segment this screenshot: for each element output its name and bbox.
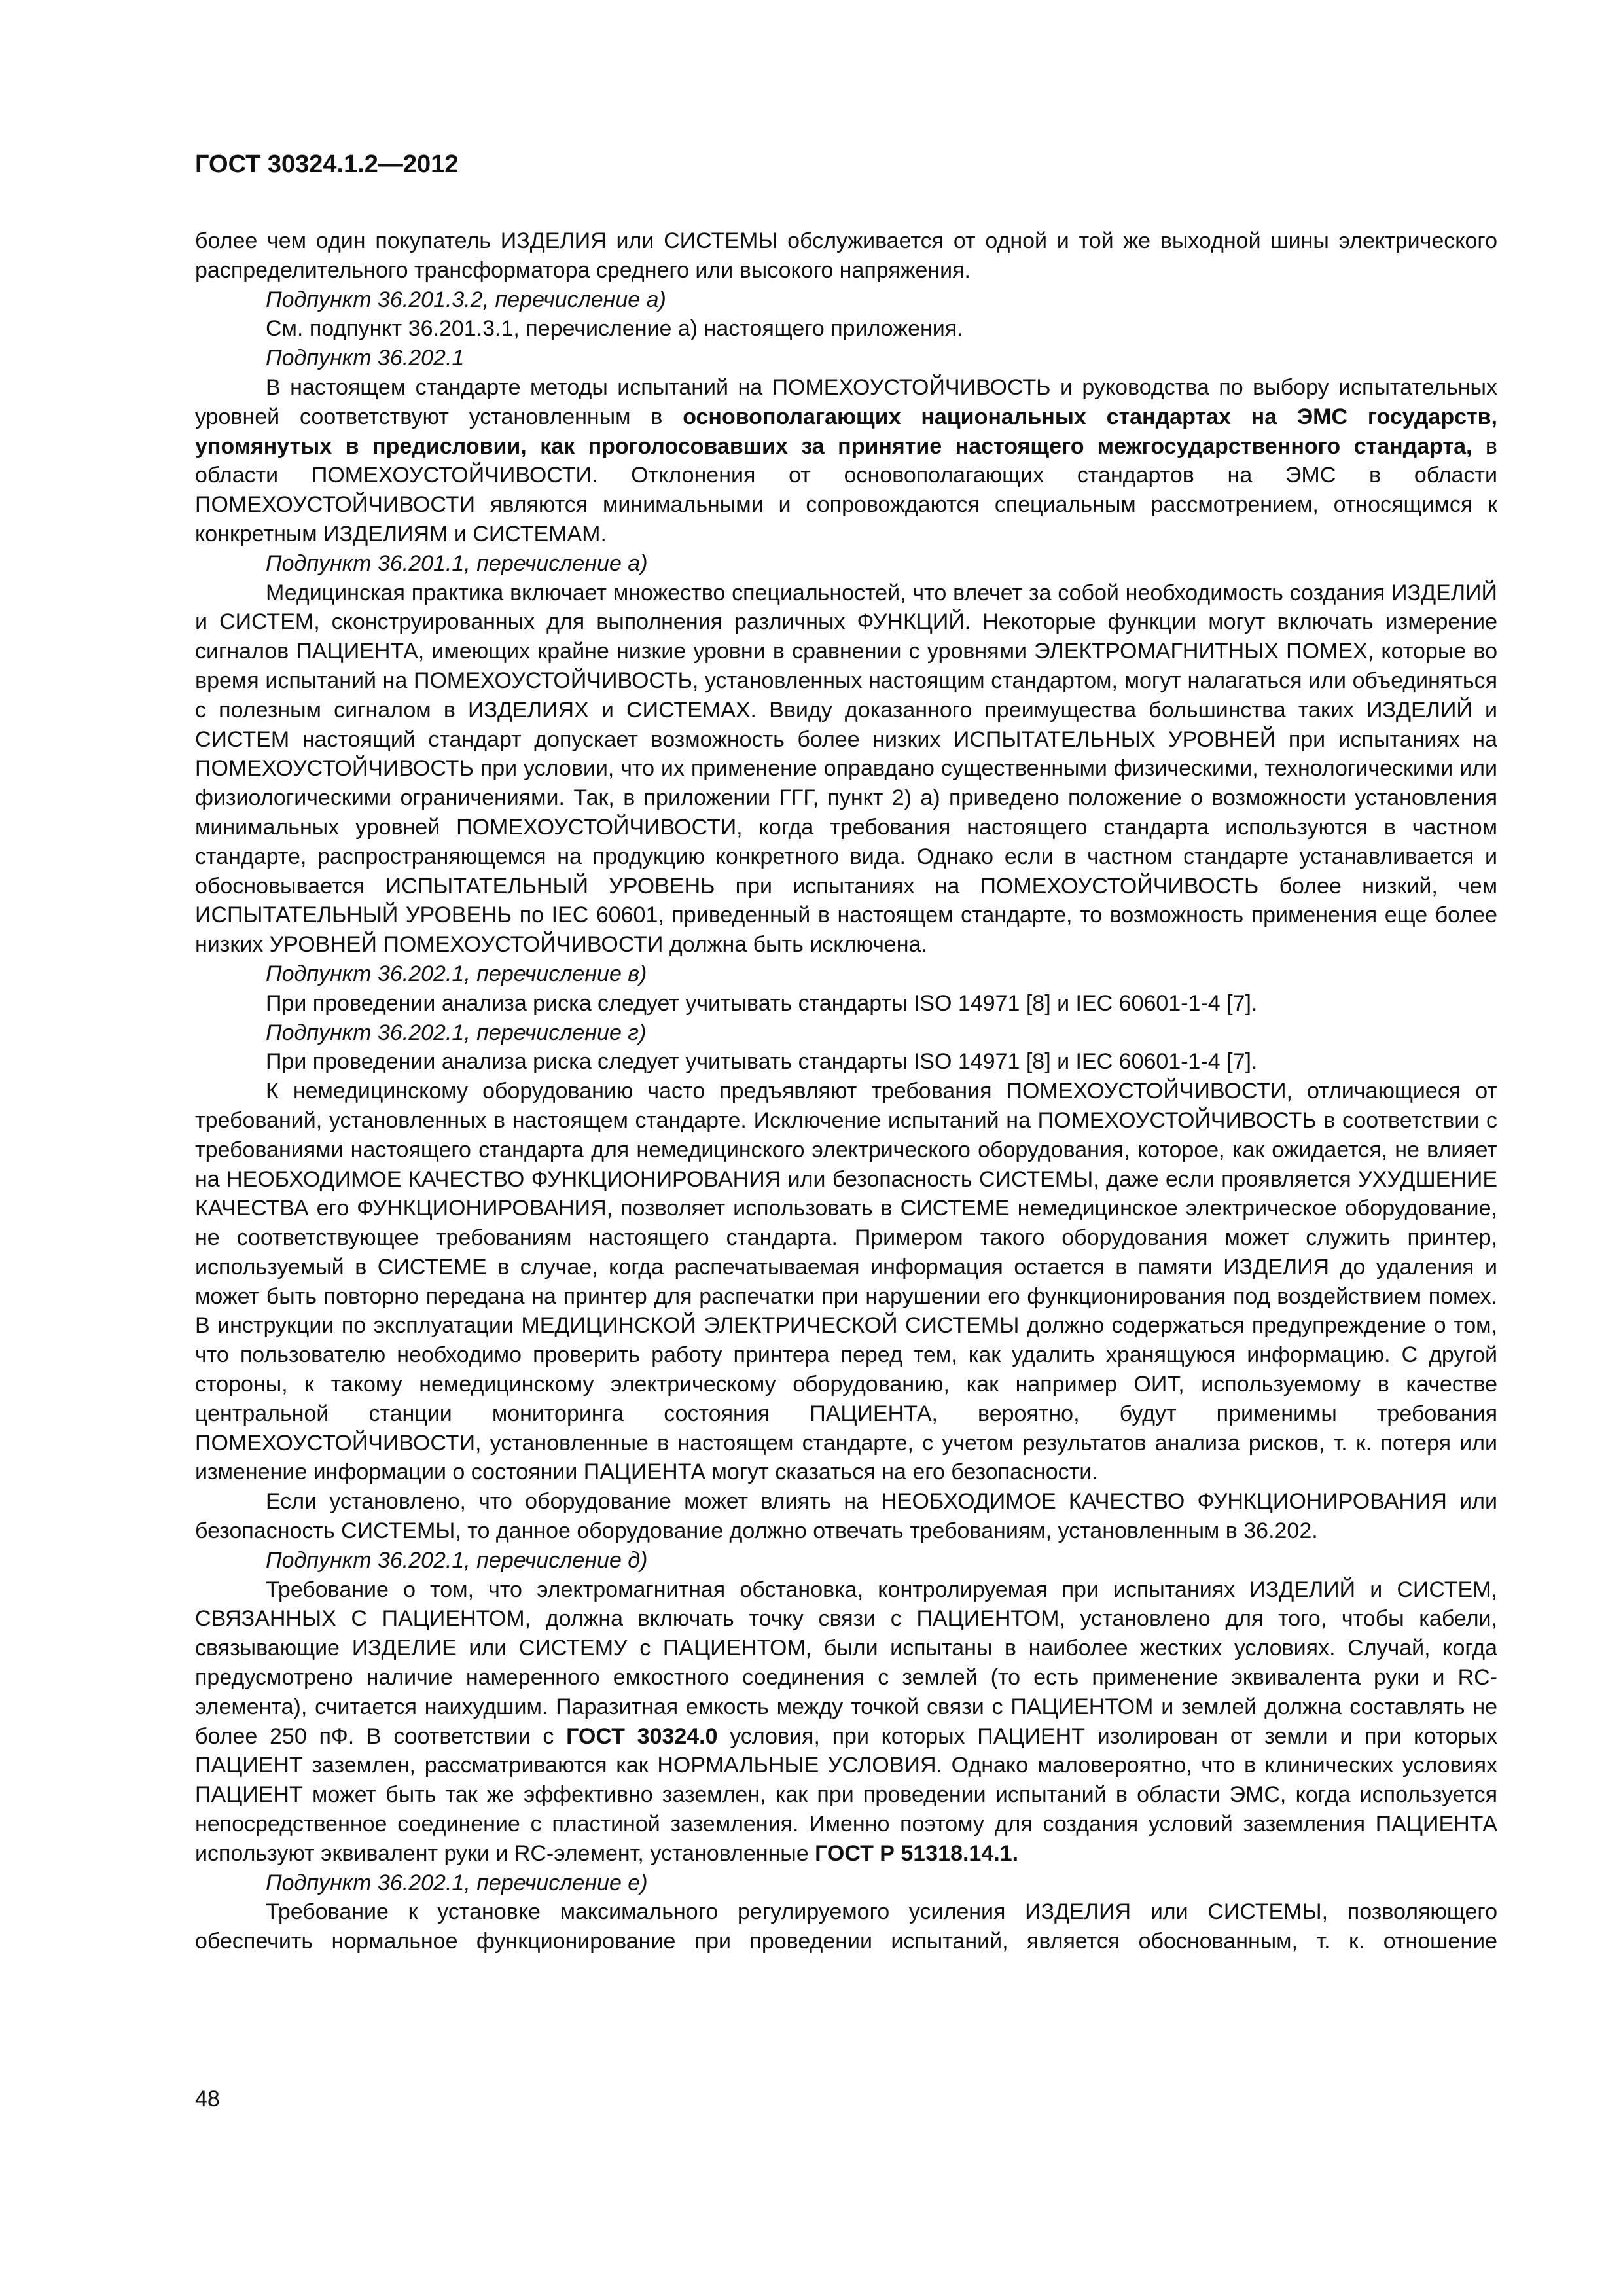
page-number: 48	[195, 2087, 220, 2111]
subclause-heading: Подпункт 36.202.1, перечисление е)	[266, 1870, 648, 1895]
bold-reference: основополагающих национальных стандартах на ЭМС государств, упомянутых в предисловии, как проголосовавших за принятие настоящего межгосударственного стандарта,	[195, 404, 1497, 459]
subclause-heading: Подпункт 36.202.1, перечисление в)	[266, 961, 647, 986]
paragraph: Медицинская практика включает множество специальностей, что влечет за собой необходимость создания ИЗДЕЛИЙ и СИСТЕМ, сконструированных для выполнения различных ФУНКЦИЙ. Некоторые функции могут включать измерение сигналов ПАЦИЕНТА, имеющих крайне низкие уровни в сравнении с уровнями ЭЛЕКТРОМАГНИТНЫХ ПОМЕХ, которые во время испытаний на ПОМЕХОУСТОЙЧИВОСТЬ, установленных настоящим стандартом, могут налагаться или объединяться с полезным сигналом в ИЗДЕЛИЯХ и СИСТЕМАХ. Ввиду доказанного преимущества большинства таких ИЗДЕЛИЙ и СИСТЕМ настоящий стандарт допускает возможность более низких ИСПЫТАТЕЛЬНЫХ УРОВНЕЙ при испытаниях на ПОМЕХОУСТОЙЧИВОСТЬ при условии, что их применение оправдано существенными физическими, технологическими или физиологическими ограничениями. Так, в приложении ГГГ, пункт 2) а) приведено положение о возможности установления минимальных уровней ПОМЕХОУСТОЙЧИВОСТИ, когда требования настоящего стандарта используются в частном стандарте, распространяющемся на продукцию конкретного вида. Однако если в частном стандарте устанавливается и обосновывается ИСПЫТАТЕЛЬНЫЙ УРОВЕНЬ при испытаниях на ПОМЕХОУСТОЙЧИВОСТЬ более низкий, чем ИСПЫТАТЕЛЬНЫЙ УРОВЕНЬ по IEC 60601, приведенный в настоящем стандарте, то возможность применения еще более низких УРОВНЕЙ ПОМЕХОУСТОЙЧИВОСТИ должна быть исключена.	[195, 580, 1497, 958]
paragraph-text: в области ПОМЕХОУСТОЙЧИВОСТИ. Отклонения от основополагающих стандартов на ЭМС в области ПОМЕХОУСТОЙЧИВОСТИ являются минимальными и сопровождаются специальным рассмотрением, относящимся к конкретным ИЗДЕЛИЯМ и СИСТЕМАМ.	[195, 433, 1497, 547]
document-header: ГОСТ 30324.1.2—2012	[195, 151, 459, 178]
subclause-heading: Подпункт 36.201.1, перечисление а)	[266, 550, 648, 576]
subclause-heading: Подпункт 36.202.1	[266, 346, 465, 371]
paragraph-text: В настоящем стандарте методы испытаний на ПОМЕХОУСТОЙЧИВОСТЬ и руководства по выбору испытательных уровней соответствуют установленным в	[195, 374, 1497, 429]
subclause-heading: Подпункт 36.202.1, перечисление д)	[266, 1547, 648, 1573]
paragraph: См. подпункт 36.201.3.1, перечисление а) настоящего приложения.	[266, 316, 963, 342]
paragraph: При проведении анализа риска следует учитывать стандарты ISO 14971 [8] и IEC 60601-1-4 [7].	[266, 990, 1258, 1016]
paragraph	[195, 1575, 1497, 1869]
paragraph: Требование к установке максимального регулируемого усиления ИЗДЕЛИЯ или СИСТЕМЫ, позволяющего обеспечить нормальное функционирование при проведении испытаний, является обоснованным, т. к. отношение	[195, 1899, 1497, 1954]
paragraph	[195, 373, 1497, 549]
subclause-heading: Подпункт 36.202.1, перечисление г)	[266, 1020, 647, 1045]
paragraph-text: Требование о том, что электромагнитная обстановка, контролируемая при испытаниях ИЗДЕЛИЙ и СИСТЕМ, СВЯЗАННЫХ С ПАЦИЕНТОМ, должна включать точку связи с ПАЦИЕНТОМ, установлено для того, чтобы кабели, связывающие ИЗДЕЛИЕ или СИСТЕМУ с ПАЦИЕНТОМ, были испытаны в наиболее жестких условиях. Случай, когда предусмотрено наличие намеренного емкостного соединения с землей (то есть применение эквивалента руки и RC-элемента), считается наихудшим. Паразитная емкость между точкой связи с ПАЦИЕНТОМ и землей должна составлять не более 250 пФ. В соответствии с	[195, 1577, 1497, 1749]
paragraph: К немедицинскому оборудованию часто предъявляют требования ПОМЕХОУСТОЙЧИВОСТИ, отличающиеся от требований, установленных в настоящем стандарте. Исключение испытаний на ПОМЕХОУСТОЙЧИВОСТЬ в соответствии с требованиями настоящего стандарта для немедицинского электрического оборудования, которое, как ожидается, не влияет на НЕОБХОДИМОЕ КАЧЕСТВО ФУНКЦИОНИРОВАНИЯ или безопасность СИСТЕМЫ, даже если проявляется УХУДШЕНИЕ КАЧЕСТВА его ФУНКЦИОНИРОВАНИЯ, позволяет использовать в СИСТЕМЕ немедицинское электрическое оборудование, не соответствующее требованиям настоящего стандарта. Примером такого оборудования может служить принтер, используемый в СИСТЕМЕ в случае, когда распечатываемая информация остается в памяти ИЗДЕЛИЯ до удаления и может быть повторно передана на принтер для распечатки при нарушении его функционирования под воздействием помех. В инструкции по эксплуатации МЕДИЦИНСКОЙ ЭЛЕКТРИЧЕСКОЙ СИСТЕМЫ должно содержаться предупреждение о том, что пользователю необходимо проверить работу принтера перед тем, как удалить хранящуюся информацию. С другой стороны, к такому немедицинскому электрическому оборудованию, как например ОИТ, используемому в качестве центральной станции мониторинга состояния ПАЦИЕНТА, вероятно, будут применимы требования ПОМЕХОУСТОЙЧИВОСТИ, установленные в настоящем стандарте, с учетом результатов анализа рисков, т. к. потеря или изменение информации о состоянии ПАЦИЕНТА могут сказаться на его безопасности.	[195, 1079, 1497, 1485]
document-body	[195, 226, 1497, 1956]
paragraph: более чем один покупатель ИЗДЕЛИЯ или СИСТЕМЫ обслуживается от одной и той же выходной шины электрического распределительного трансформатора среднего или высокого напряжения.	[195, 228, 1497, 283]
subclause-heading: Подпункт 36.201.3.2, перечисление а)	[266, 287, 666, 312]
bold-reference: ГОСТ Р 51318.14.1.	[815, 1840, 1019, 1866]
paragraph: При проведении анализа риска следует учитывать стандарты ISO 14971 [8] и IEC 60601-1-4 [7].	[266, 1049, 1258, 1075]
paragraph: Если установлено, что оборудование может влиять на НЕОБХОДИМОЕ КАЧЕСТВО ФУНКЦИОНИРОВАНИЯ или безопасность СИСТЕМЫ, то данное оборудование должно отвечать требованиям, установленным в 36.202.	[195, 1489, 1497, 1544]
paragraph-text: условия, при которых ПАЦИЕНТ изолирован от земли и при которых ПАЦИЕНТ заземлен, рассматриваются как НОРМАЛЬНЫЕ УСЛОВИЯ. Однако маловероятно, что в клинических условиях ПАЦИЕНТ может быть так же эффективно заземлен, как при проведении испытаний в области ЭМС, когда используется непосредственное соединение с пластиной заземления. Именно поэтому для создания условий заземления ПАЦИЕНТА используют эквивалент руки и RC-элемент, установленные	[195, 1723, 1497, 1866]
bold-reference: ГОСТ 30324.0	[566, 1723, 718, 1749]
